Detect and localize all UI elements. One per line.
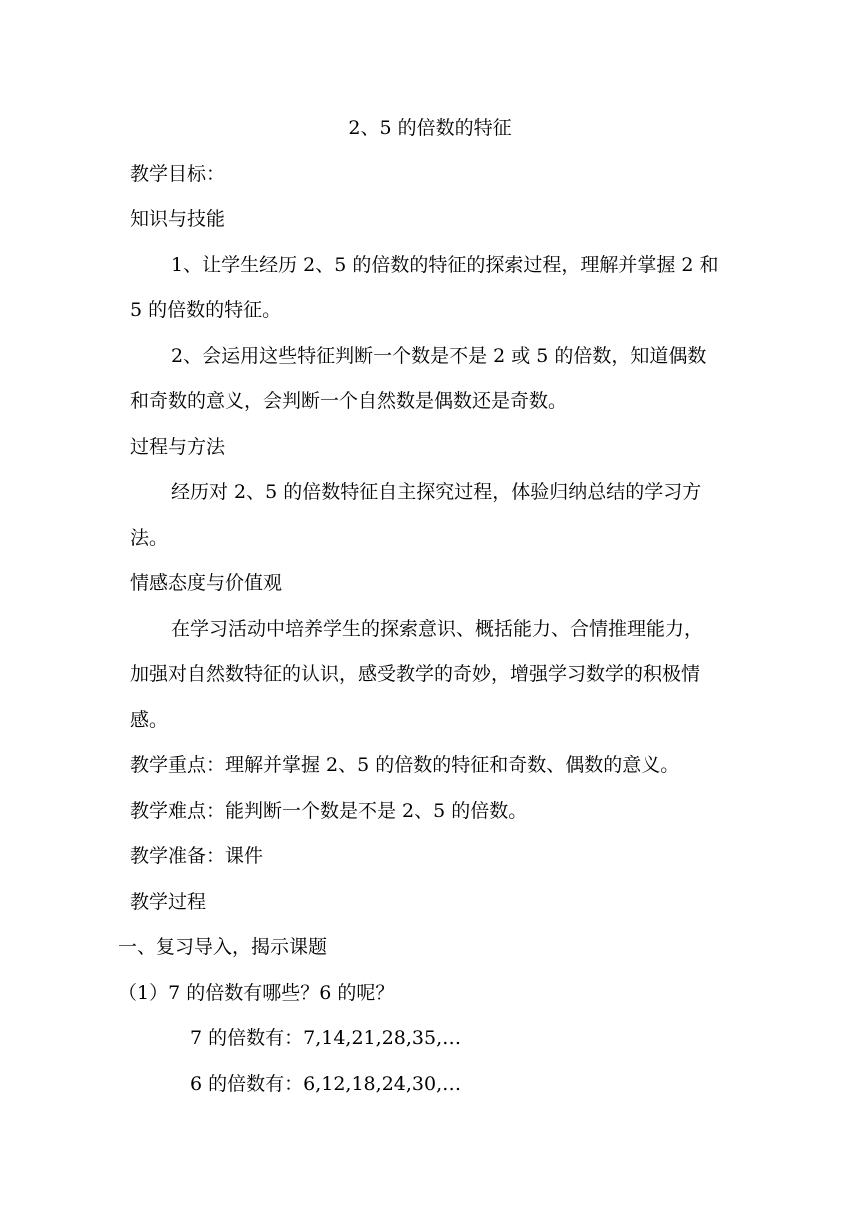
subheading-review-intro: 一、复习导入，揭示课题 xyxy=(118,936,328,958)
paragraph-line: 经历对 2、5 的倍数特征自主探究过程，体验归纳总结的学习方 xyxy=(171,481,702,503)
paragraph-line: 2、会运用这些特征判断一个数是不是 2 或 5 的倍数，知道偶数 xyxy=(171,345,707,367)
teaching-preparation: 教学准备：课件 xyxy=(130,845,264,867)
subheading-attitude-values: 情感态度与价值观 xyxy=(130,572,283,594)
section-heading-teaching-goals: 教学目标： xyxy=(130,163,226,185)
paragraph-line: 1、让学生经历 2、5 的倍数的特征的探索过程，理解并掌握 2 和 xyxy=(171,254,719,276)
subheading-process-method: 过程与方法 xyxy=(130,436,226,458)
subheading-knowledge-skills: 知识与技能 xyxy=(130,208,226,230)
paragraph-line: 加强对自然数特征的认识，感受教学的奇妙，增强学习数学的积极情 xyxy=(130,663,701,685)
teaching-difficulties: 教学难点：能判断一个数是不是 2、5 的倍数。 xyxy=(130,800,528,822)
multiples-of-7-line: 7 的倍数有：7,14,21,28,35,… xyxy=(190,1027,462,1049)
paragraph-line: 法。 xyxy=(130,527,169,549)
section-heading-teaching-process: 教学过程 xyxy=(130,891,207,913)
paragraph-line: 感。 xyxy=(130,709,169,731)
document-title: 2、5 的倍数的特征 xyxy=(348,117,512,139)
paragraph-line: 在学习活动中培养学生的探索意识、概括能力、合情推理能力， xyxy=(171,618,704,640)
multiples-of-6-line: 6 的倍数有：6,12,18,24,30,… xyxy=(190,1073,462,1095)
paragraph-line: 和奇数的意义，会判断一个自然数是偶数还是奇数。 xyxy=(130,390,568,412)
teaching-key-points: 教学重点：理解并掌握 2、5 的倍数的特征和奇数、偶数的意义。 xyxy=(130,754,680,776)
paragraph-line: 5 的倍数的特征。 xyxy=(130,299,282,321)
question-line: （1）7 的倍数有哪些？6 的呢？ xyxy=(118,982,395,1004)
